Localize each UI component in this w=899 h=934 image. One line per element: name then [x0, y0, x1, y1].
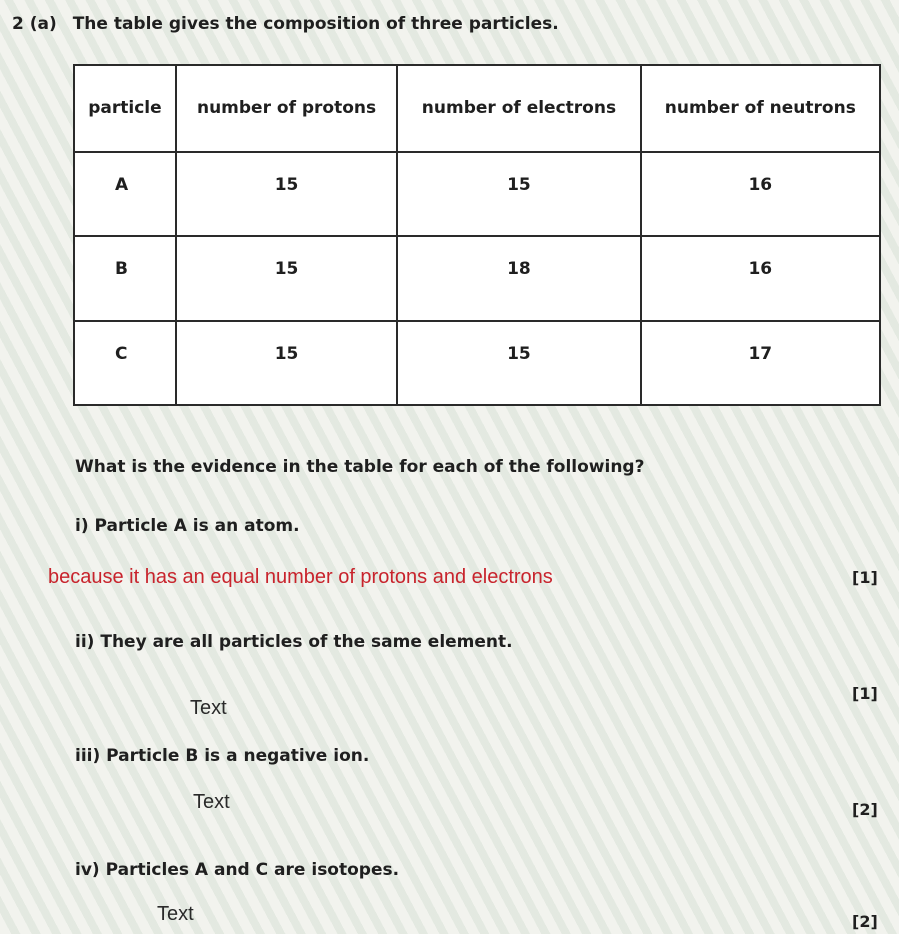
neutrons-value: 16 [641, 236, 880, 320]
part-iii-answer[interactable]: Text [193, 791, 230, 813]
part-iii-mark: [2] [852, 800, 878, 819]
part-i-label: i) Particle [75, 516, 174, 536]
part-iii-question [75, 746, 369, 766]
neutrons-value: 16 [641, 152, 880, 236]
part-iii-rest: is a negative ion. [198, 746, 370, 766]
electrons-value: 15 [397, 152, 640, 236]
particle-name: B [74, 236, 176, 320]
header-electrons: number of electrons [397, 65, 640, 152]
particle-name: A [74, 152, 176, 236]
table-row [74, 152, 880, 236]
part-ii-question [75, 632, 513, 652]
composition-table [73, 64, 881, 406]
part-iv-answer[interactable]: Text [157, 903, 194, 925]
part-ii-label: ii) They are all particles of the same element. [75, 632, 513, 652]
header-particle: particle [74, 65, 176, 152]
header-neutrons: number of neutrons [641, 65, 880, 152]
part-i-question [75, 516, 300, 536]
evidence-prompt: What is the evidence in the table for each of the following? [75, 457, 645, 477]
part-i-mark: [1] [852, 568, 878, 587]
part-ii-mark: [1] [852, 684, 878, 703]
part-iv-mid: and [208, 860, 256, 880]
table-header-row [74, 65, 880, 152]
part-iv-mark: [2] [852, 912, 878, 931]
part-i-answer[interactable]: because it has an equal number of protons and electrons [48, 566, 553, 588]
part-i-rest: is an atom. [186, 516, 300, 536]
protons-value: 15 [176, 152, 397, 236]
protons-value: 15 [176, 321, 397, 406]
part-iv-question [75, 860, 399, 880]
table-row [74, 236, 880, 320]
part-iv-bold-a: A [194, 860, 209, 880]
electrons-value: 18 [397, 236, 640, 320]
part-iv-label: iv) Particles [75, 860, 195, 880]
question-text: The table gives the composition of three particles. [72, 14, 559, 34]
table-row [74, 321, 880, 406]
part-iii-bold: B [185, 746, 199, 766]
electrons-value: 15 [397, 321, 640, 406]
protons-value: 15 [176, 236, 397, 320]
header-protons: number of protons [176, 65, 397, 152]
part-iii-label: iii) Particle [75, 746, 186, 766]
part-iv-bold-c: C [255, 860, 269, 880]
neutrons-value: 17 [641, 321, 880, 406]
part-iv-rest: are isotopes. [268, 860, 400, 880]
question-number: 2 (a) [12, 14, 57, 34]
particle-name: C [74, 321, 176, 406]
question-heading [12, 14, 559, 34]
part-ii-answer[interactable]: Text [190, 697, 227, 719]
part-i-bold: A [173, 516, 187, 536]
